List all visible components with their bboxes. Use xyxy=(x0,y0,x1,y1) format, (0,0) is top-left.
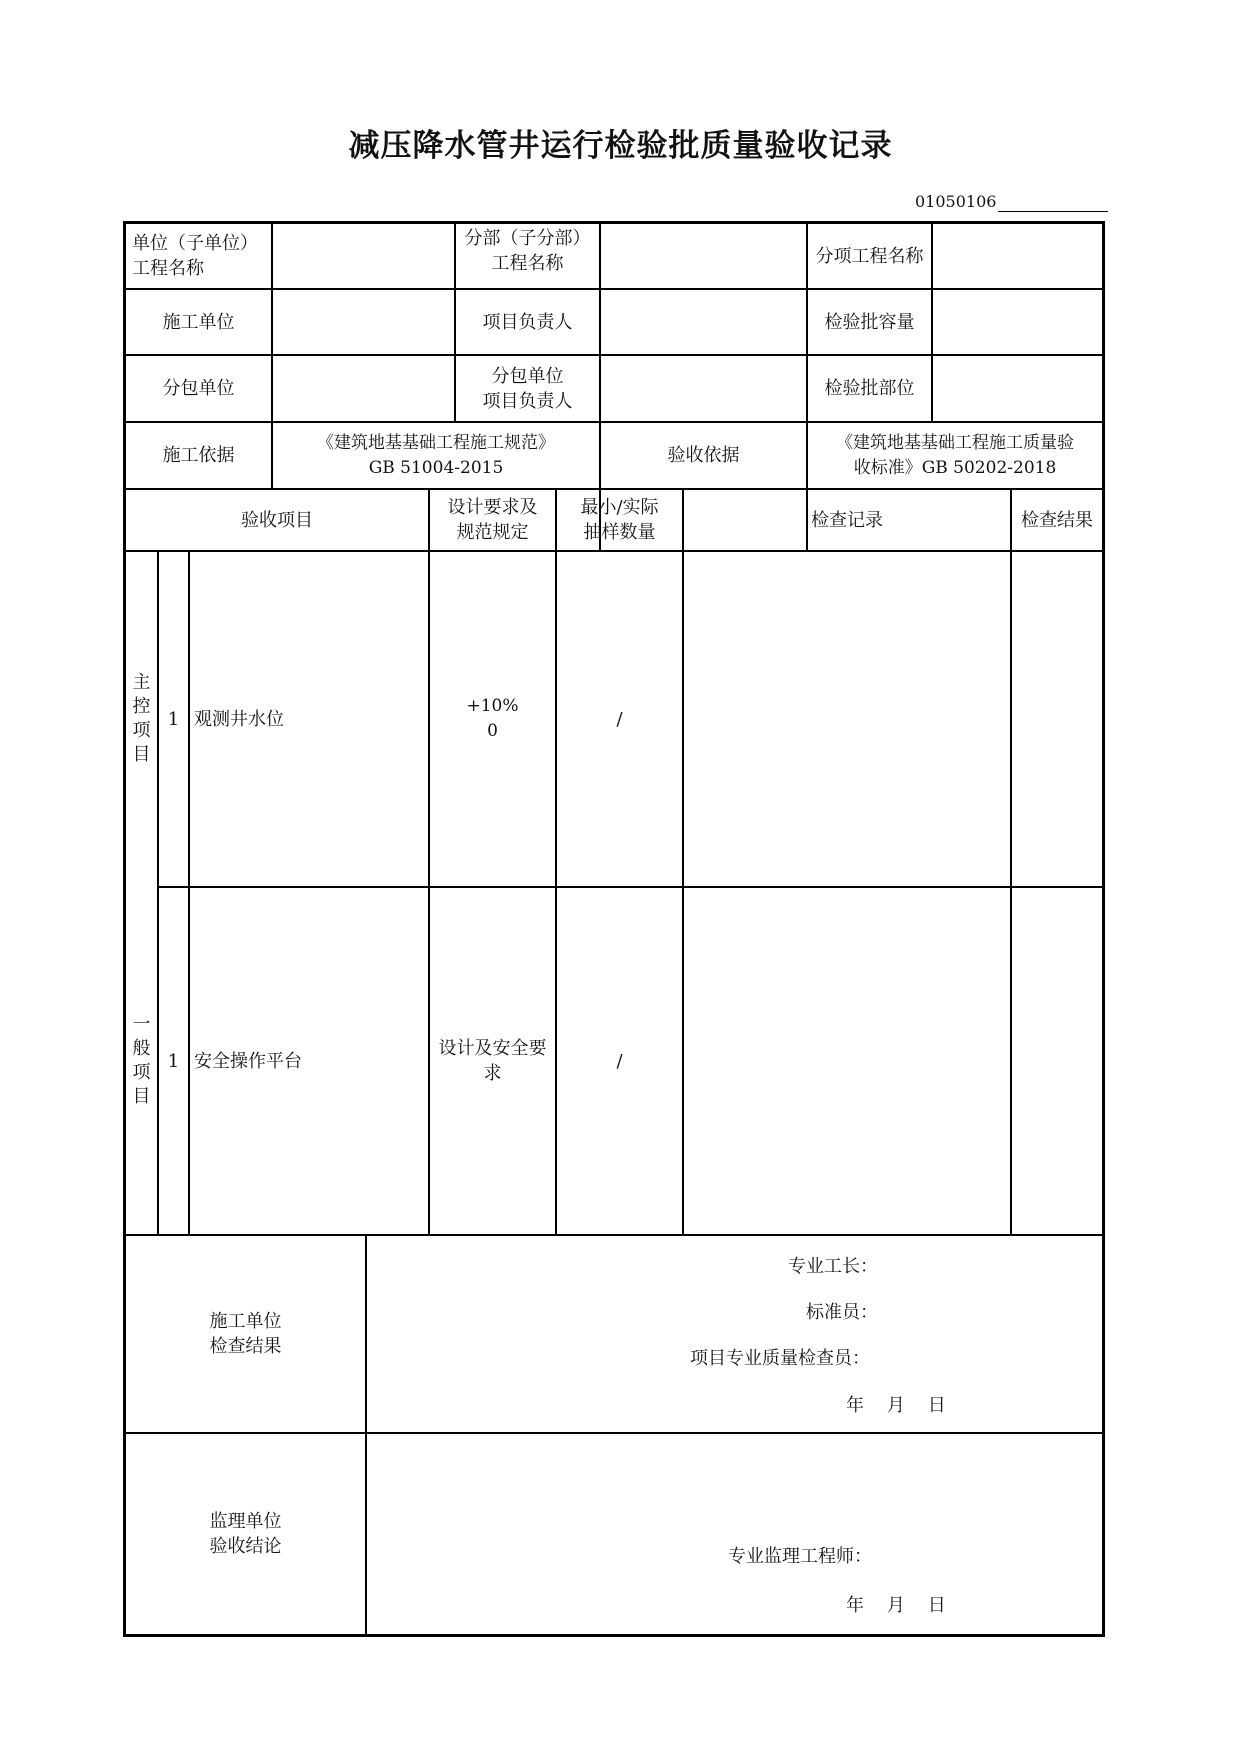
main-control-sample: / xyxy=(616,708,623,730)
column-header-design: 设计要求及 规范规定 xyxy=(447,497,538,543)
sub-manager-label: 分包单位 项目负责人 xyxy=(482,365,573,412)
construction-basis-label: 施工依据 xyxy=(162,445,235,466)
main-control-index: 1 xyxy=(167,708,180,730)
unit-project-value[interactable] xyxy=(273,224,454,288)
project-manager-label: 项目负责人 xyxy=(482,311,573,333)
unit-project-label: 单位（子单位） 工程名称 xyxy=(132,233,258,279)
general-sample: / xyxy=(616,1050,623,1072)
batch-capacity-label: 检验批容量 xyxy=(824,311,915,333)
project-manager-value[interactable] xyxy=(601,290,806,354)
batch-location-value[interactable] xyxy=(933,356,1102,421)
construction-unit-value[interactable] xyxy=(273,290,454,354)
general-index: 1 xyxy=(167,1050,180,1072)
item-project-value[interactable] xyxy=(933,224,1102,288)
form-code-underline xyxy=(998,211,1108,212)
item-project-label: 分项工程名称 xyxy=(815,245,924,267)
column-header-record: 检查记录 xyxy=(811,509,883,531)
main-control-item: 观测井水位 xyxy=(194,708,284,730)
subcontractor-value[interactable] xyxy=(273,356,454,421)
foreman-signature[interactable]: 专业工长： xyxy=(788,1256,878,1277)
batch-location-label: 检验批部位 xyxy=(824,378,915,399)
construction-basis-value: 《建筑地基基础工程施工规范》 GB 51004-2015 xyxy=(317,432,555,478)
column-header-item: 验收项目 xyxy=(241,509,313,531)
batch-capacity-value[interactable] xyxy=(933,290,1102,354)
general-result[interactable] xyxy=(1012,888,1102,1234)
supervision-date[interactable]: 年 月 日 xyxy=(846,1595,946,1616)
subcontractor-label: 分包单位 xyxy=(162,378,235,399)
general-design: 设计及安全要 求 xyxy=(438,1038,547,1084)
standard-officer-signature[interactable]: 标准员： xyxy=(806,1302,878,1323)
main-control-group-label: 主 控 项 目 xyxy=(132,672,151,765)
supervision-label: 监理单位 验收结论 xyxy=(209,1511,282,1557)
acceptance-basis-value: 《建筑地基基础工程施工质量验 收标准》GB 50202-2018 xyxy=(836,432,1074,478)
main-control-design: +10% 0 xyxy=(466,696,519,741)
column-header-result: 检查结果 xyxy=(1021,509,1093,531)
main-control-record[interactable] xyxy=(684,552,1010,886)
main-control-result[interactable] xyxy=(1012,552,1102,886)
construction-check-label: 施工单位 检查结果 xyxy=(209,1311,282,1357)
construction-check-date[interactable]: 年 月 日 xyxy=(846,1395,946,1416)
sub-project-label: 分部（子分部） 工程名称 xyxy=(464,228,591,274)
column-header-sample: 最小/实际 抽样数量 xyxy=(580,497,659,543)
page-title: 减压降水管井运行检验批质量验收记录 xyxy=(348,128,893,164)
general-item: 安全操作平台 xyxy=(194,1050,302,1072)
sub-project-value[interactable] xyxy=(601,224,806,288)
quality-inspector-signature[interactable]: 项目专业质量检查员： xyxy=(690,1348,870,1369)
construction-unit-label: 施工单位 xyxy=(162,311,235,333)
form-code: 01050106 xyxy=(915,192,997,211)
supervision-engineer-signature[interactable]: 专业监理工程师： xyxy=(728,1546,872,1567)
general-group-label: 一 般 项 目 xyxy=(132,1014,151,1107)
sub-manager-value[interactable] xyxy=(601,356,806,421)
col-divider xyxy=(365,1234,367,1634)
general-record[interactable] xyxy=(684,888,1010,1234)
inspection-form xyxy=(123,221,1105,1637)
acceptance-basis-label: 验收依据 xyxy=(667,445,740,466)
